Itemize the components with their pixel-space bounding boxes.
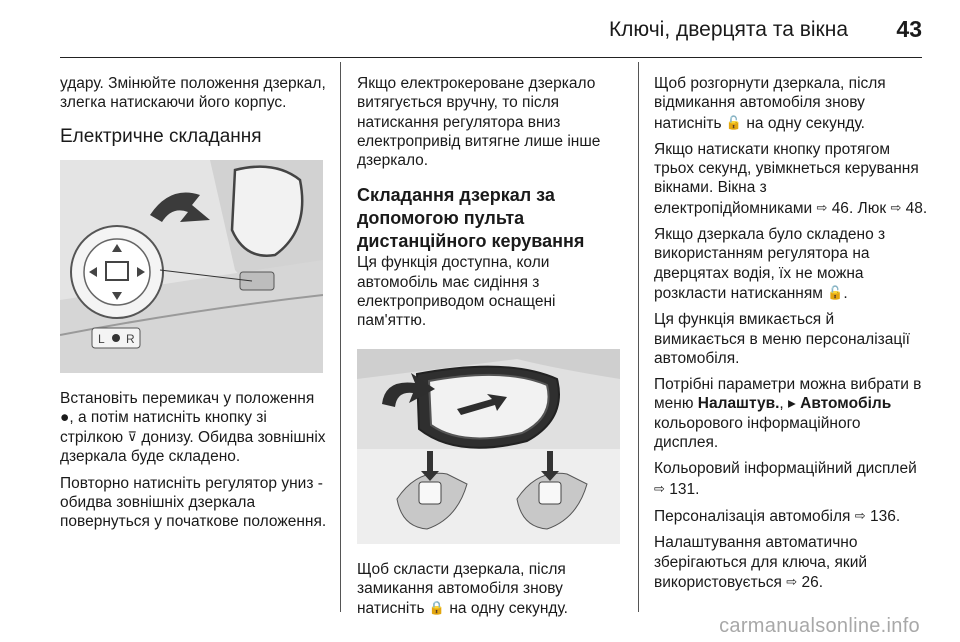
page-reference-link[interactable]: 131 (669, 480, 696, 498)
watermark: carmanualsonline.info (719, 615, 920, 637)
remote-key-mirror-illustration (357, 349, 620, 544)
page-reference-link[interactable]: 46 (831, 199, 849, 217)
lock-icon: 🔒 (428, 600, 446, 616)
unlock-icon: 🔓 (827, 284, 844, 300)
reference-arrow-icon: ⇨ (890, 199, 902, 215)
paragraph: Ця функція вмикається й вимикається в меню персоналізації автомобіля. (654, 311, 910, 367)
header-rule (60, 57, 922, 58)
reference-arrow-icon: ⇨ (854, 507, 866, 523)
reference-arrow-icon: ⇨ (786, 573, 798, 589)
paragraph: Повторно натисніть регулятор униз - обидва зовнішніх дзеркала повернуться у початкове положення. (60, 474, 327, 531)
svg-text:L: L (98, 331, 105, 346)
page-reference-link[interactable]: 26 (801, 573, 819, 591)
paragraph: удару. Змінюйте положення дзеркал, злегка натискаючи його корпус. (60, 75, 326, 112)
heading-electric-folding: Електричне складання (60, 125, 262, 147)
paragraph: Щоб скласти дзеркала, після замикання автомобіля знову натисніть 🔒 на одну секунду. (357, 560, 568, 618)
heading-remote-folding: Складання дзеркал за допомогою пульта дистанційного керування (357, 185, 585, 252)
menu-name-vehicle: Автомобіль (800, 395, 892, 413)
page-reference-link[interactable]: 136 (869, 507, 896, 525)
paragraph: Налаштування автоматично зберігаються для ключа, який використовується ⇨ 26. (654, 534, 868, 591)
column-divider (638, 62, 639, 612)
page-header (0, 0, 960, 62)
svg-text:R: R (126, 331, 135, 346)
menu-name-settings: Налаштув. (697, 395, 780, 413)
section-title: Ключі, дверцята та вікна (608, 18, 848, 41)
paragraph: Ця функція доступна, коли автомобіль має сидіння з електроприводом оснащені пам'яттю. (357, 254, 556, 330)
paragraph: Якщо дзеркала було складено з використанням регулятора на дверцятах водія, їх не можна розкласти натисканням 🔓. (654, 226, 886, 302)
reference-arrow-icon: ⇨ (816, 199, 828, 215)
paragraph: Якщо електрокероване дзеркало витягується вручну, то після натискання регулятора вниз електропривід витягне лише інше дзеркало. (357, 75, 601, 170)
paragraph: Щоб розгорнути дзеркала, після відмикання автомобіля знову натисніть 🔓 на одну секунду. (654, 75, 886, 132)
reference-arrow-icon: ⇨ (654, 480, 665, 496)
mirror-switch-illustration (60, 160, 323, 373)
column-1 (60, 74, 330, 539)
unlock-icon: 🔓 (725, 114, 743, 130)
paragraph: Якщо натискати кнопку протягом трьох секунд, увімкнеться керування вікнами. Вікна з електропідйомниками ⇨ 46. Люк ⇨ 48. (654, 140, 928, 217)
page-number: 43 (896, 16, 922, 42)
dot-symbol: ● (60, 408, 70, 426)
column-divider (340, 62, 341, 612)
paragraph: Персоналізація автомобіля ⇨ 136. (654, 507, 901, 525)
paragraph: Встановіть перемикач у положення ●, а потім натисніть кнопку зі стрілкою ⊽ донизу. Обидва зовнішніх дзеркала буде складено. (60, 389, 326, 466)
paragraph: Потрібні параметри можна вибрати в меню Налаштув., ▸ Автомобіль кольорового інформаційного дисплея. (654, 376, 922, 452)
page-reference-link[interactable]: 48 (905, 199, 923, 217)
arrow-down-icon: ⊽ (127, 429, 137, 445)
column-2 (357, 74, 622, 626)
paragraph: Кольоровий інформаційний дисплей ⇨ 131. (654, 460, 917, 498)
column-3 (654, 74, 929, 599)
